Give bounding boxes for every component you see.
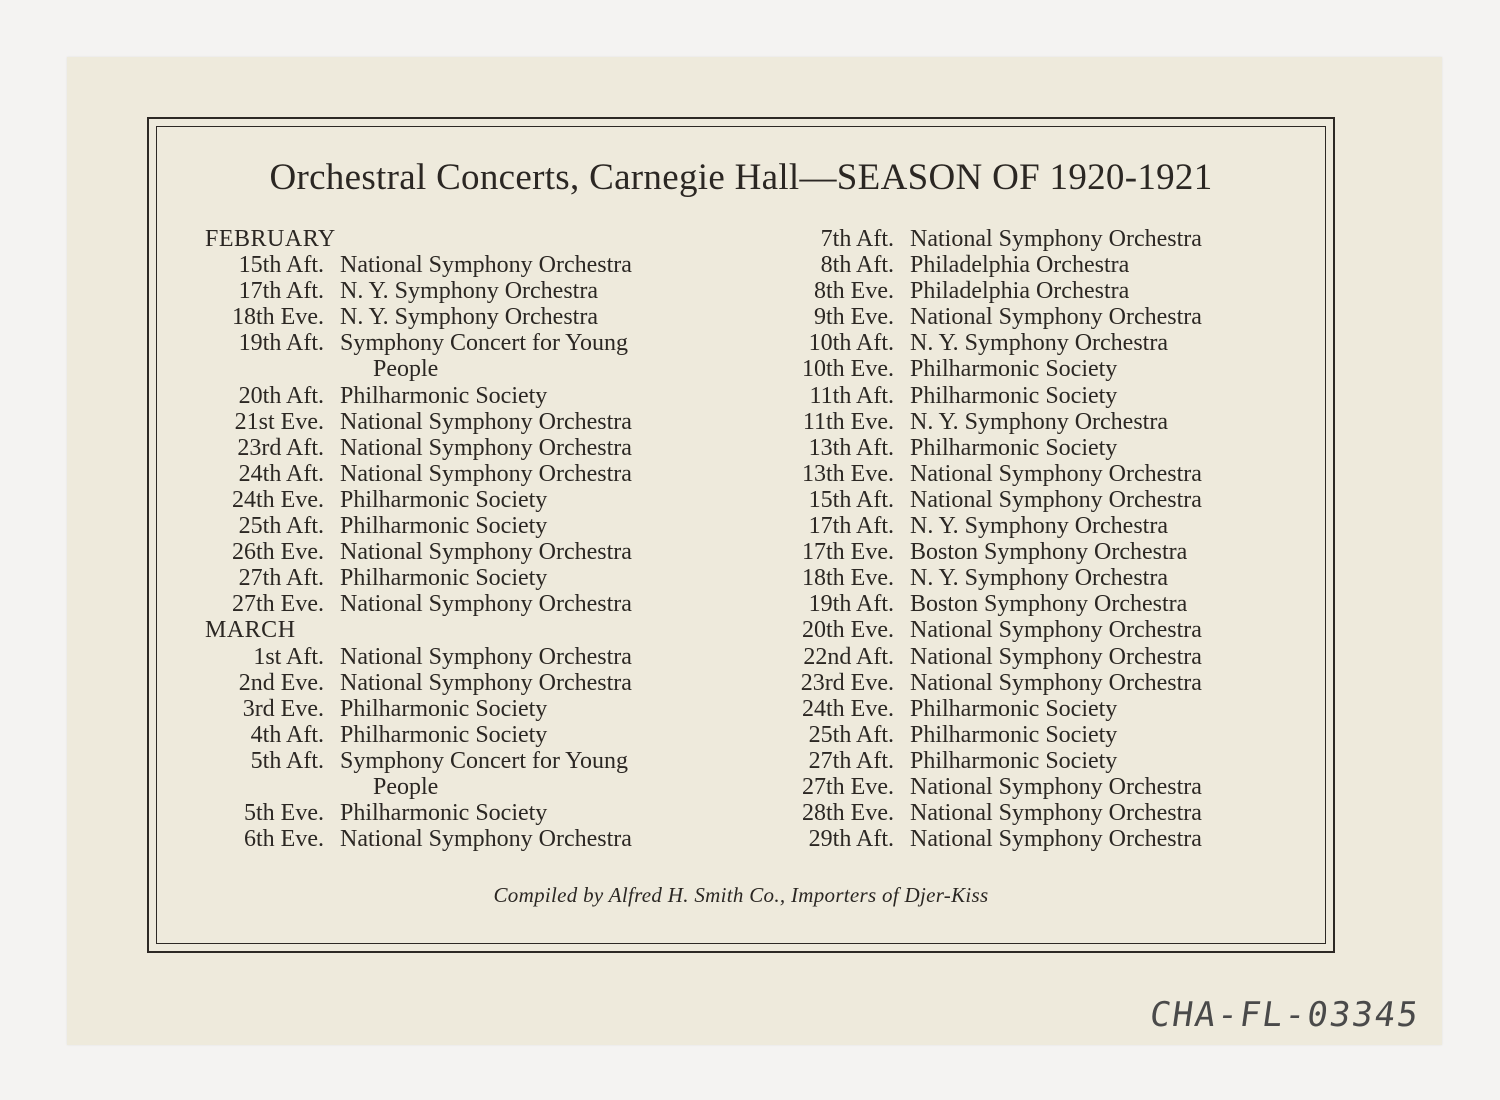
concert-date: 13th Eve.: [802, 460, 894, 487]
concert-entry: [200, 539, 740, 565]
orchestra-name: Philharmonic Society: [910, 382, 1118, 409]
concert-entry: [770, 487, 1310, 513]
concert-date: 28th Eve.: [802, 800, 894, 827]
orchestra-name: Philharmonic Society: [340, 800, 548, 827]
concert-date: 26th Eve.: [232, 539, 324, 566]
concert-entry: [200, 330, 740, 356]
orchestra-name: Philharmonic Society: [340, 565, 548, 592]
orchestra-name: Philharmonic Society: [910, 747, 1118, 774]
concert-date: 13th Aft.: [808, 434, 894, 461]
concert-entry: [200, 513, 740, 539]
concert-date: 1st Aft.: [253, 643, 324, 670]
compiler-credit: Compiled by Alfred H. Smith Co., Importers of Djer-Kiss: [493, 883, 989, 907]
orchestra-name: National Symphony Orchestra: [910, 643, 1202, 670]
concert-entry: [770, 774, 1310, 800]
concert-date: 3rd Eve.: [242, 695, 324, 722]
concert-entry: [200, 565, 740, 591]
concert-entry: [770, 696, 1310, 722]
concert-entry: [770, 670, 1310, 696]
concert-entry: [770, 330, 1310, 356]
concert-date: 17th Aft.: [808, 513, 894, 540]
orchestra-name: National Symphony Orchestra: [340, 669, 632, 696]
catalog-number: CHA-FL-03345: [1147, 995, 1423, 1035]
concert-entry: [200, 826, 740, 852]
concert-date: 11th Eve.: [802, 408, 894, 435]
concert-date: 21st Eve.: [234, 408, 324, 435]
concert-date: 11th Aft.: [809, 382, 894, 409]
orchestra-name: People: [373, 356, 439, 383]
concert-date: 22nd Aft.: [803, 643, 894, 670]
concert-entry: [200, 591, 740, 617]
concert-entry: [770, 304, 1310, 330]
month-label: MARCH: [205, 617, 296, 644]
concert-entry: [200, 487, 740, 513]
concert-date: 9th Eve.: [814, 304, 894, 331]
concert-entry: [770, 800, 1310, 826]
concert-date: 18th Eve.: [232, 304, 324, 331]
orchestra-name: National Symphony Orchestra: [910, 800, 1202, 827]
orchestra-name: N. Y. Symphony Orchestra: [910, 513, 1168, 540]
concert-entry: [770, 617, 1310, 643]
orchestra-name: Philadelphia Orchestra: [910, 278, 1130, 305]
page-title: Orchestral Concerts, Carnegie Hall—SEASON OF 1920-1921: [269, 157, 1213, 198]
concert-date: 24th Aft.: [238, 460, 324, 487]
month-heading: [200, 226, 740, 252]
orchestra-name: National Symphony Orchestra: [340, 460, 632, 487]
orchestra-name: N. Y. Symphony Orchestra: [910, 565, 1168, 592]
orchestra-name: National Symphony Orchestra: [910, 486, 1202, 513]
concert-date: 19th Aft.: [238, 330, 324, 357]
orchestra-name: National Symphony Orchestra: [340, 408, 632, 435]
concert-entry: [200, 670, 740, 696]
concert-date: 20th Aft.: [238, 382, 324, 409]
concert-entry: [770, 409, 1310, 435]
orchestra-name: National Symphony Orchestra: [340, 826, 632, 853]
orchestra-name: National Symphony Orchestra: [340, 539, 632, 566]
concert-date: 29th Aft.: [808, 826, 894, 853]
concert-entry: [200, 461, 740, 487]
concert-date: 27th Aft.: [808, 747, 894, 774]
concert-date: 8th Eve.: [814, 278, 894, 305]
concert-entry: [770, 461, 1310, 487]
orchestra-name: Philharmonic Society: [910, 356, 1118, 383]
orchestra-name: National Symphony Orchestra: [910, 460, 1202, 487]
orchestra-name: Symphony Concert for Young: [340, 330, 629, 357]
concert-date: 20th Eve.: [802, 617, 894, 644]
concert-date: 25th Aft.: [238, 513, 324, 540]
concert-entry: [770, 539, 1310, 565]
orchestra-name: N. Y. Symphony Orchestra: [910, 408, 1168, 435]
orchestra-name: Symphony Concert for Young: [340, 747, 629, 774]
concert-list-left: [200, 226, 740, 852]
concert-entry: [770, 565, 1310, 591]
concert-date: 8th Aft.: [820, 252, 894, 279]
concert-date: 10th Eve.: [802, 356, 894, 383]
concert-date: 6th Eve.: [244, 826, 324, 853]
month-label: FEBRUARY: [205, 226, 336, 252]
concert-date: 24th Eve.: [232, 486, 324, 513]
orchestra-name: National Symphony Orchestra: [340, 434, 632, 461]
orchestra-name: Philharmonic Society: [910, 695, 1118, 722]
concert-entry: [770, 252, 1310, 278]
concert-entry: [770, 591, 1310, 617]
orchestra-name: National Symphony Orchestra: [910, 226, 1202, 252]
concert-date: 4th Aft.: [250, 721, 324, 748]
concert-entry: [200, 722, 740, 748]
orchestra-name: National Symphony Orchestra: [340, 591, 632, 618]
concert-entry: [770, 513, 1310, 539]
orchestra-name: National Symphony Orchestra: [910, 669, 1202, 696]
concert-date: 19th Aft.: [808, 591, 894, 618]
concert-date: 27th Eve.: [232, 591, 324, 618]
orchestra-name: Boston Symphony Orchestra: [910, 539, 1188, 566]
concert-entry: [770, 435, 1310, 461]
orchestra-name: National Symphony Orchestra: [910, 617, 1202, 644]
month-heading: [200, 617, 740, 643]
concert-entry: [200, 800, 740, 826]
orchestra-name: Philharmonic Society: [340, 721, 548, 748]
concert-continuation: [200, 774, 740, 800]
orchestra-name: National Symphony Orchestra: [340, 643, 632, 670]
orchestra-name: National Symphony Orchestra: [910, 773, 1202, 800]
concert-entry: [770, 722, 1310, 748]
concert-date: 5th Eve.: [244, 800, 324, 827]
orchestra-name: National Symphony Orchestra: [910, 304, 1202, 331]
concert-date: 2nd Eve.: [238, 669, 324, 696]
concert-date: 24th Eve.: [802, 695, 894, 722]
orchestra-name: Philharmonic Society: [340, 382, 548, 409]
concert-entry: [200, 435, 740, 461]
concert-date: 27th Eve.: [802, 773, 894, 800]
concert-entry: [770, 826, 1310, 852]
concert-entry: [770, 226, 1310, 252]
orchestra-name: National Symphony Orchestra: [910, 826, 1202, 853]
concert-date: 15th Aft.: [808, 486, 894, 513]
orchestra-name: National Symphony Orchestra: [340, 252, 632, 279]
orchestra-name: Philharmonic Society: [340, 486, 548, 513]
concert-entry: [770, 748, 1310, 774]
concert-entry: [200, 644, 740, 670]
concert-entry: [200, 278, 740, 304]
concert-date: 17th Aft.: [238, 278, 324, 305]
concert-date: 7th Aft.: [820, 226, 894, 252]
concert-entry: [200, 304, 740, 330]
orchestra-name: Philharmonic Society: [910, 721, 1118, 748]
concert-date: 10th Aft.: [808, 330, 894, 357]
concert-entry: [200, 696, 740, 722]
concert-date: 18th Eve.: [802, 565, 894, 592]
concert-entry: [200, 409, 740, 435]
orchestra-name: Philadelphia Orchestra: [910, 252, 1130, 279]
concert-entry: [200, 748, 740, 774]
concert-entry: [770, 356, 1310, 382]
orchestra-name: Philharmonic Society: [340, 513, 548, 540]
concert-entry: [770, 383, 1310, 409]
concert-date: 23rd Aft.: [237, 434, 324, 461]
concert-continuation: [200, 356, 740, 382]
orchestra-name: N. Y. Symphony Orchestra: [340, 304, 598, 331]
orchestra-name: Philharmonic Society: [910, 434, 1118, 461]
orchestra-name: N. Y. Symphony Orchestra: [910, 330, 1168, 357]
concert-list-right: [770, 226, 1310, 852]
concert-entry: [770, 278, 1310, 304]
concert-entry: [200, 383, 740, 409]
concert-entry: [770, 644, 1310, 670]
concert-date: 15th Aft.: [238, 252, 324, 279]
orchestra-name: Boston Symphony Orchestra: [910, 591, 1188, 618]
orchestra-name: People: [373, 773, 439, 800]
orchestra-name: N. Y. Symphony Orchestra: [340, 278, 598, 305]
concert-date: 27th Aft.: [238, 565, 324, 592]
concert-date: 17th Eve.: [802, 539, 894, 566]
concert-date: 23rd Eve.: [800, 669, 894, 696]
concert-date: 25th Aft.: [808, 721, 894, 748]
concert-entry: [200, 252, 740, 278]
concert-date: 5th Aft.: [250, 747, 324, 774]
orchestra-name: Philharmonic Society: [340, 695, 548, 722]
